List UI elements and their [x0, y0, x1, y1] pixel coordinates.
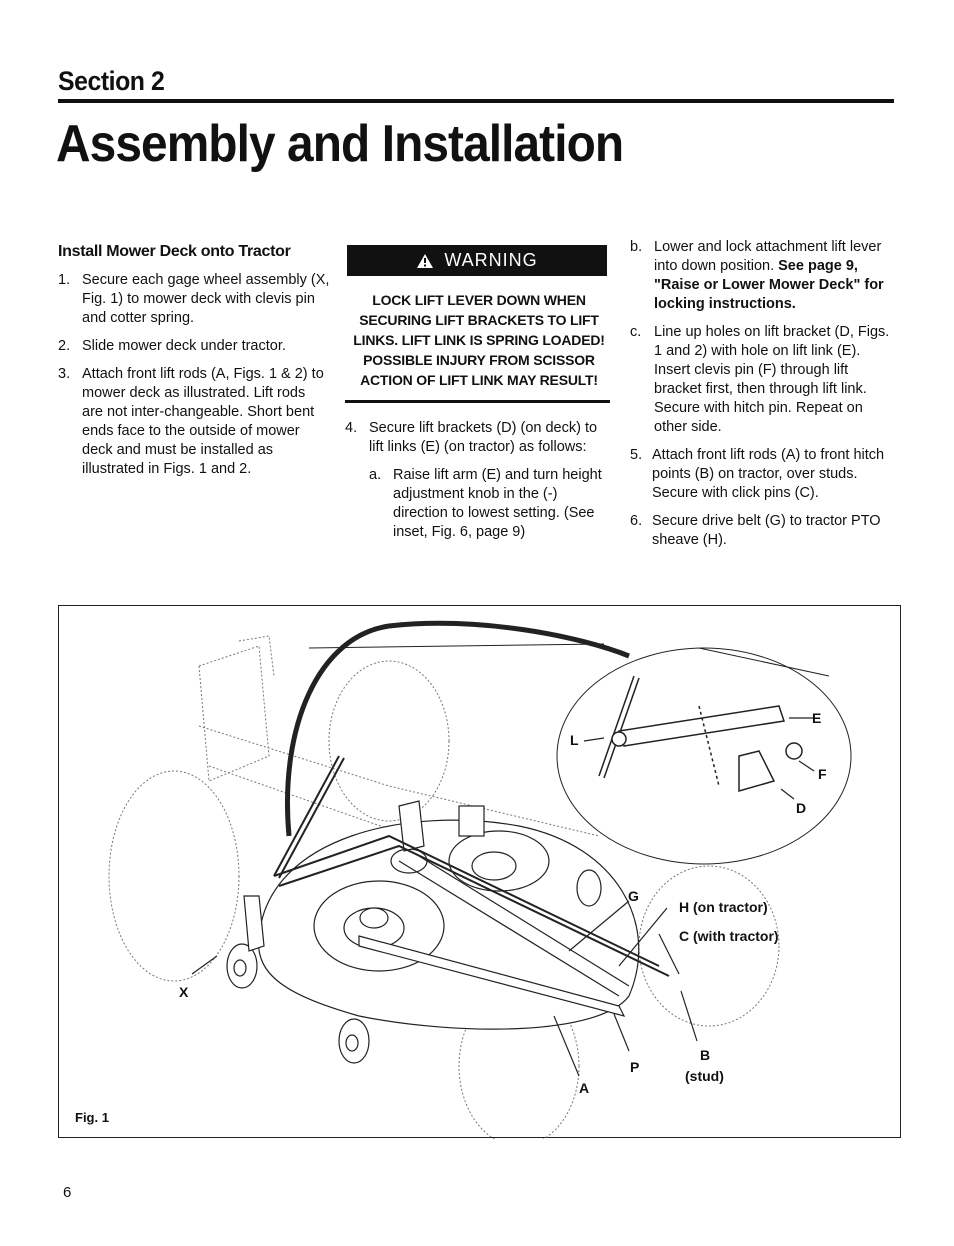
step-letter: a.: [369, 467, 382, 483]
step-text: Secure each gage wheel assembly (X, Fig. 1) to mower deck with clevis pin and cotter spring.: [82, 272, 330, 326]
step-text: Slide mower deck under tractor.: [82, 338, 286, 354]
column-2: [345, 245, 613, 551]
step-4: [345, 419, 613, 457]
steps-list-1: [58, 271, 330, 479]
warning-banner: [347, 245, 607, 276]
step-text: Lower and lock attachment lift lever into down position.: [654, 239, 882, 274]
column-1: [58, 242, 330, 488]
step-1: [58, 271, 330, 328]
step-number: 2.: [58, 338, 71, 354]
callout-g: G: [628, 888, 639, 904]
step-number: 4.: [345, 420, 358, 436]
step-letter: c.: [630, 324, 642, 340]
step-text: Attach front lift rods (A, Figs. 1 & 2) to mower deck as illustrated. Lift rods are not inter-changeable. Short bent ends face to the outside of mower deck and must be installed as illustrated in Figs. 1 and 2.: [82, 366, 324, 477]
warning-text: LOCK LIFT LEVER DOWN WHEN SECURING LIFT BRACKETS TO LIFT LINKS. LIFT LINK IS SPRING LOADED! POSSIBLE INJURY FROM SCISSOR ACTION OF LIFT LINK MAY RESULT!: [353, 292, 605, 388]
step-letter: b.: [630, 239, 643, 255]
callout-l: L: [570, 732, 579, 748]
step-text: Line up holes on lift bracket (D, Figs. 1 and 2) with hole on lift link (E). Insert clevis pin (F) through lift bracket first, then through lift link. Secure with hitch pin. Repeat on other side.: [654, 324, 890, 435]
callout-c: C (with tractor): [679, 928, 779, 944]
page-number: 6: [63, 1184, 72, 1201]
step-number: 5.: [630, 447, 643, 463]
step-3: [58, 365, 330, 479]
callout-d: D: [796, 800, 807, 816]
warning-triangle-icon: [416, 253, 434, 269]
callout-stud: (stud): [685, 1068, 724, 1084]
callout-e: E: [812, 710, 822, 726]
step-number: 1.: [58, 272, 71, 288]
page-title: Assembly and Installation: [56, 115, 624, 173]
section-label: Section 2: [58, 66, 165, 96]
step-4a: [369, 466, 613, 542]
callout-b: B: [700, 1047, 711, 1063]
step-2: [58, 337, 330, 356]
step-text: Attach front lift rods (A) to front hitch points (B) on tractor, over studs. Secure with click pins (C).: [652, 447, 885, 501]
step-text: Secure lift brackets (D) (on deck) to lift links (E) (on tractor) as follows:: [369, 420, 598, 455]
header-rule: [58, 99, 894, 103]
step-4c: [630, 323, 898, 437]
step-text: Raise lift arm (E) and turn height adjustment knob in the (-) direction to lowest setting. (See inset, Fig. 6, page 9): [393, 467, 602, 540]
callout-f: F: [818, 766, 827, 782]
callout-x: X: [179, 984, 189, 1000]
callout-a: A: [579, 1080, 590, 1096]
figure-1: [58, 605, 901, 1138]
callout-p: P: [630, 1059, 640, 1075]
step-6: [630, 512, 898, 550]
warning-label: WARNING: [444, 250, 538, 270]
mower-deck-illustration: [59, 606, 902, 1139]
step-5: [630, 446, 898, 503]
callout-h: H (on tractor): [679, 899, 768, 915]
step-text: Secure drive belt (G) to tractor PTO sheave (H).: [652, 513, 881, 548]
step-cross-reference: See page 9, "Raise or Lower Mower Deck" for locking instructions.: [654, 258, 884, 312]
figure-caption: Fig. 1: [75, 1110, 109, 1125]
step-number: 3.: [58, 366, 71, 382]
warning-rule: [345, 400, 610, 403]
inset-detail-ellipse: [557, 648, 851, 864]
section-heading: Install Mower Deck onto Tractor: [58, 243, 291, 260]
step-number: 6.: [630, 513, 643, 529]
column-3: [630, 238, 898, 559]
step-4b: [630, 238, 898, 314]
